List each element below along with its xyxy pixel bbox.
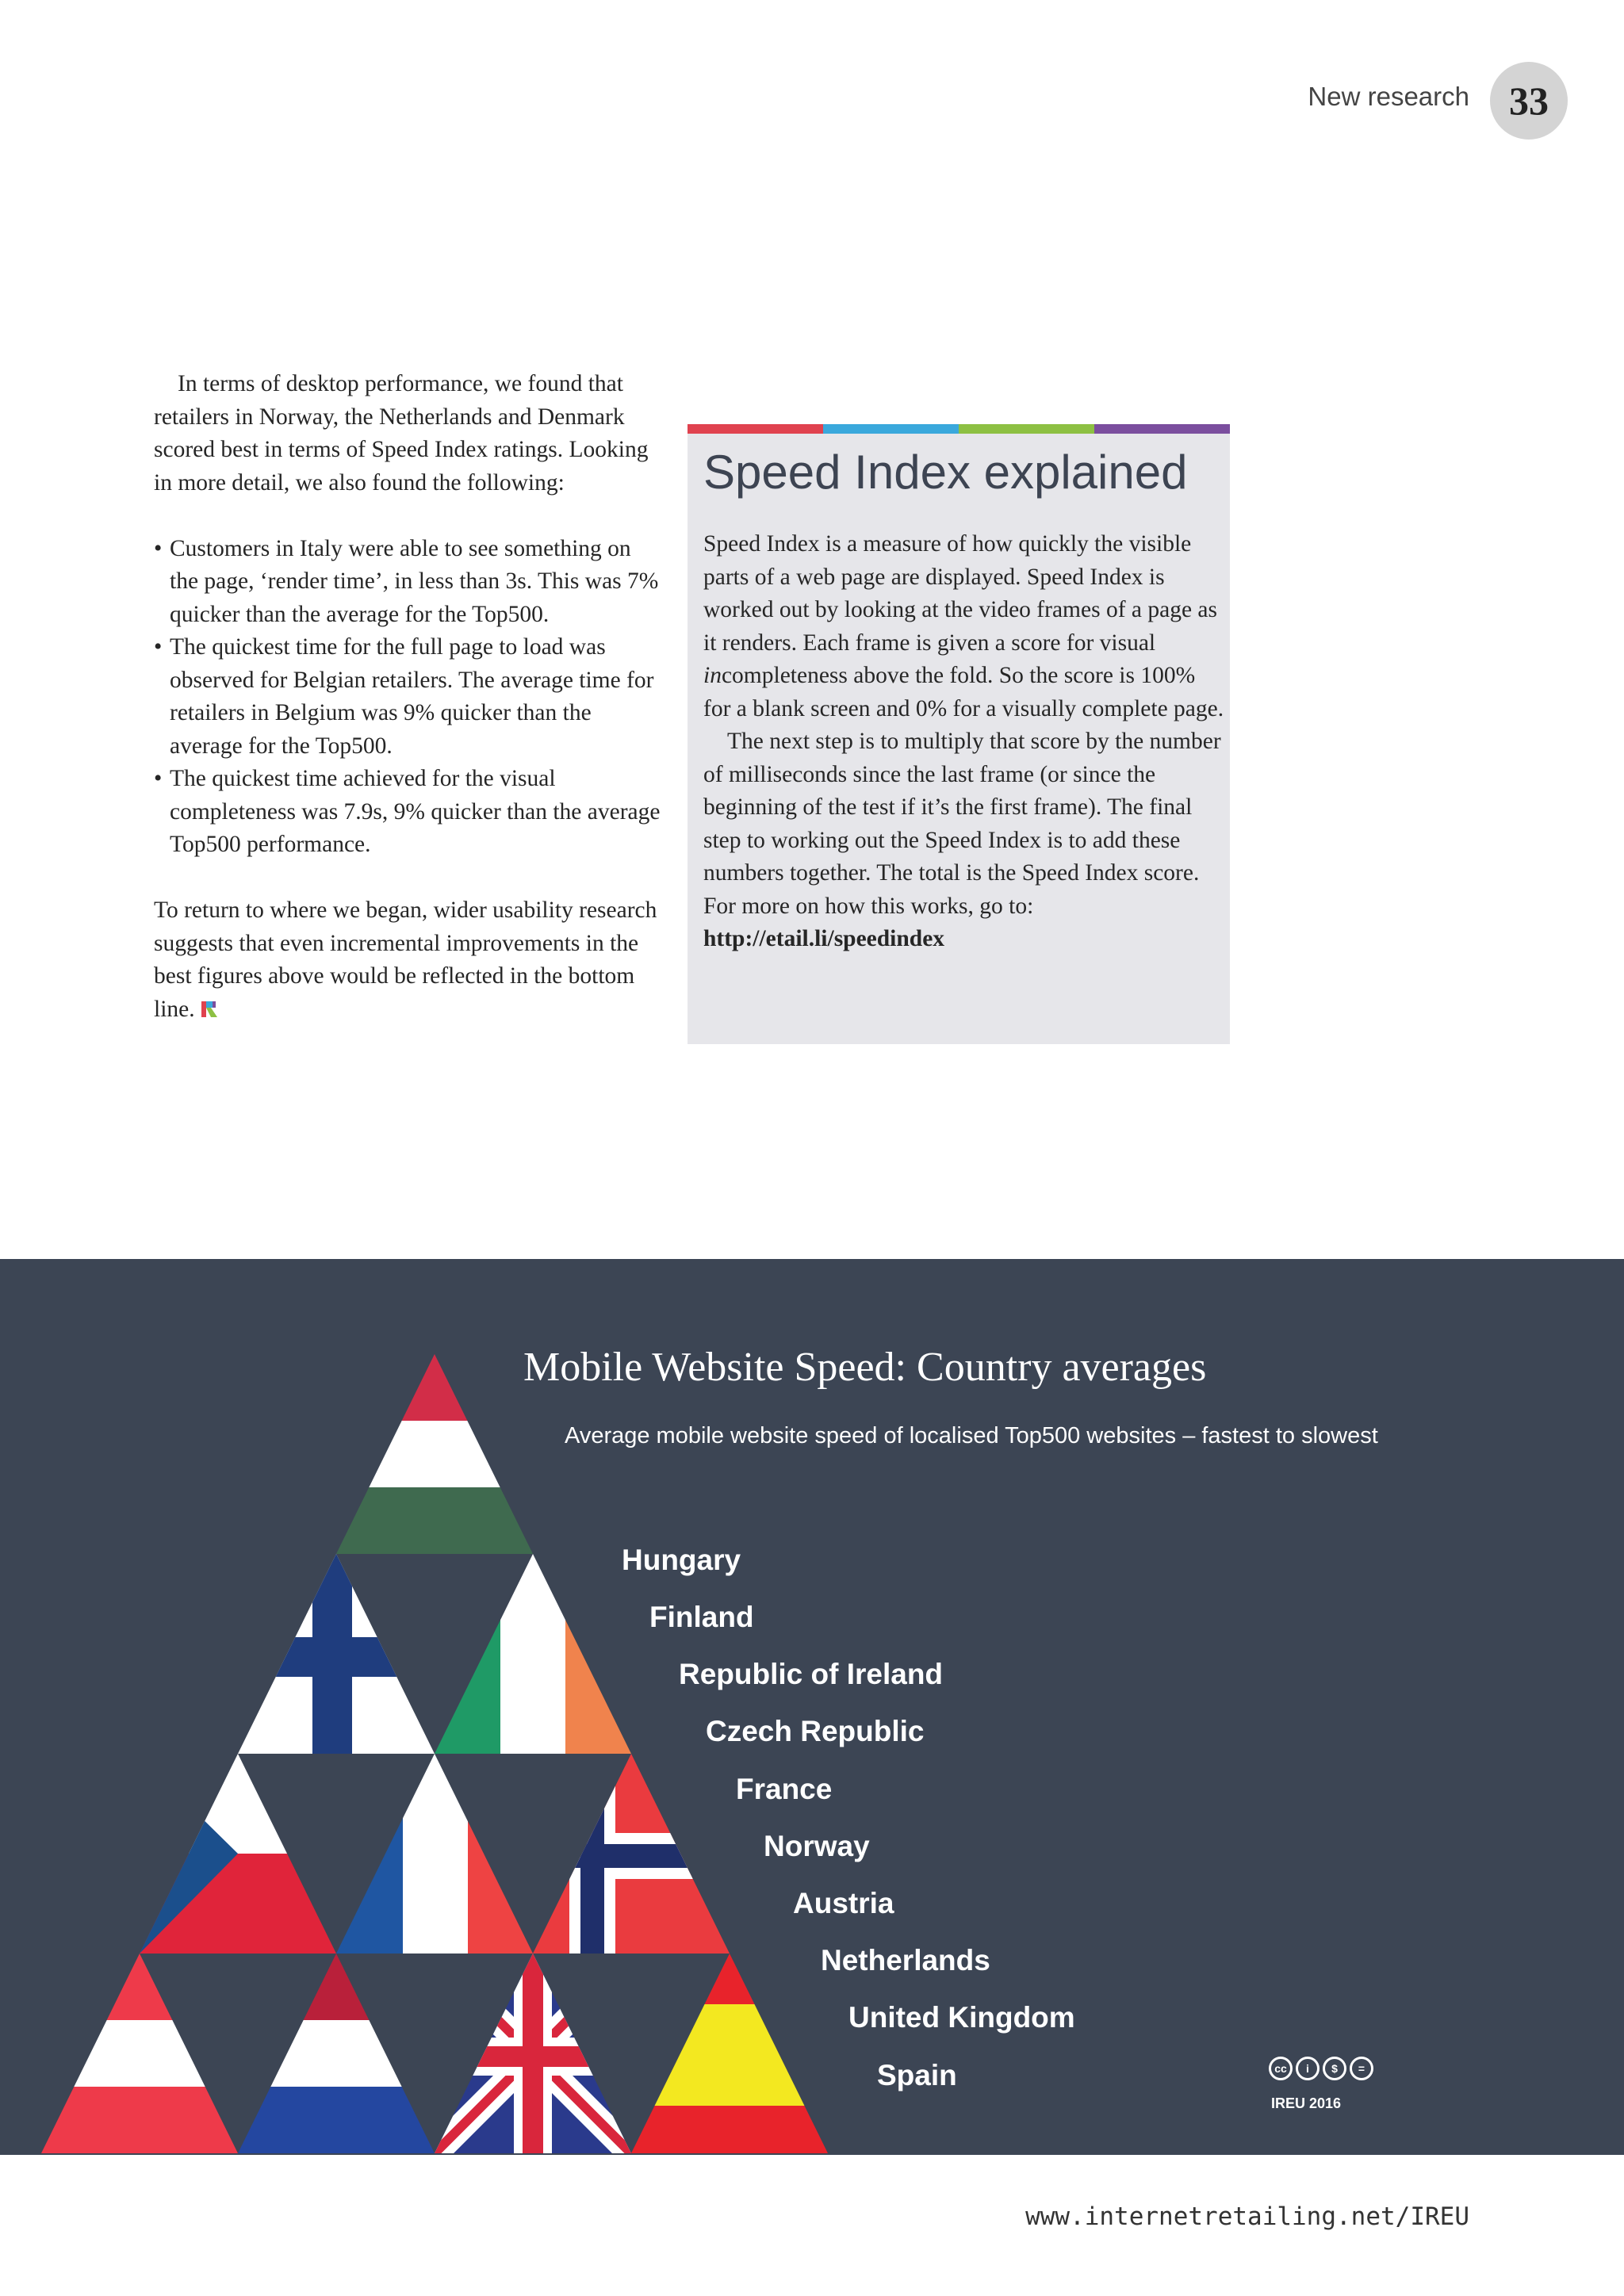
page-number: 33	[1490, 62, 1568, 140]
speed-index-link[interactable]: http://etail.li/speedindex	[703, 926, 945, 951]
country-label: France	[736, 1773, 833, 1805]
ireland-flag-triangle	[431, 1554, 634, 1757]
bullet-item: • Customers in Italy were able to see something on the page, ‘render time’, in less than 3s. This was 7% quicker than the average for the Top500.	[154, 535, 659, 627]
footer-url[interactable]: www.internetretailing.net/IREU	[1025, 2202, 1469, 2231]
country-label: United Kingdom	[848, 2001, 1075, 2034]
hungary-flag-triangle	[333, 1354, 539, 1559]
infographic-title: Mobile Website Speed: Country averages	[523, 1345, 1207, 1390]
sidebar-paragraph: Speed Index is a measure of how quickly the visible parts of a web page are displayed. Speed Index is worked out by looking at the video frames of a page as it renders. Each frame is given a score for visual incompleteness above the fold. So the score is 100% for a blank screen and 0% for a visually complete page.	[703, 531, 1224, 721]
intro-paragraph: In terms of desktop performance, we found that retailers in Norway, the Netherlands and Denmark scored best in terms of Speed Index ratings. Looking in more detail, we also found the following:	[154, 371, 649, 496]
sidebar-title: Speed Index explained	[703, 446, 1188, 499]
country-label: Spain	[877, 2059, 957, 2091]
france-flag-triangle	[333, 1754, 538, 1957]
noderivatives-icon: =	[1350, 2057, 1373, 2080]
noncommercial-icon: $	[1323, 2057, 1346, 2080]
norway-flag-triangle	[530, 1754, 733, 1957]
license-label: IREU 2016	[1271, 2095, 1342, 2111]
country-label: Czech Republic	[706, 1715, 925, 1747]
country-label: Finland	[649, 1601, 754, 1633]
bullet-item: • The quickest time achieved for the visual completeness was 7.9s, 9% quicker than the average Top500 performance.	[154, 766, 661, 857]
section-title: New research	[1308, 82, 1469, 111]
attribution-icon: i	[1296, 2057, 1320, 2080]
conclusion-paragraph: To return to where we began, wider usability research suggests that even incremental improvements in the best figures above would be reflected in the bottom line.	[154, 897, 657, 1022]
sidebar-paragraph: The next step is to multiply that score by the number of milliseconds since the last frame (or since the beginning of the test if it’s the first frame). The final step to working out the Speed Index is to add these numbers together. The total is the Speed Index score. For more on how this works, go to:	[703, 729, 1221, 919]
bullet-item: • The quickest time for the full page to load was observed for Belgian retailers. The average time for retailers in Belgium was 9% quicker than the average for the Top500.	[154, 634, 654, 759]
country-label: Norway	[764, 1830, 870, 1862]
czech-flag-triangle	[136, 1754, 339, 1957]
infographic-subtitle: Average mobile website speed of localised Top500 websites – fastest to slowest	[565, 1423, 1378, 1448]
spain-flag-triangle	[628, 1954, 831, 2156]
austria-flag-triangle	[38, 1954, 241, 2156]
country-label: Netherlands	[821, 1944, 990, 1976]
cc-icon: cc	[1269, 2057, 1293, 2080]
finland-flag-triangle	[235, 1554, 438, 1757]
country-label: Hungary	[622, 1544, 741, 1576]
creative-commons-badge	[1269, 2057, 1373, 2080]
country-label: Republic of Ireland	[679, 1658, 944, 1690]
uk-flag-triangle	[431, 1954, 634, 2156]
netherlands-flag-triangle	[235, 1954, 438, 2156]
country-label: Austria	[793, 1887, 894, 1919]
